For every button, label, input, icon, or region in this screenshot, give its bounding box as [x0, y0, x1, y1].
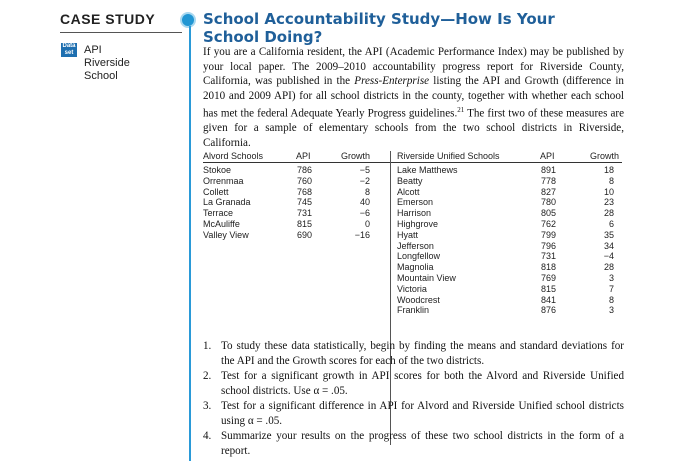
question-item — [203, 369, 624, 399]
case-study-label: CASE STUDY — [60, 11, 156, 27]
footnote-marker: 21 — [457, 106, 465, 114]
table-cell: 891 — [541, 165, 557, 175]
riverside-api-column — [541, 165, 561, 316]
table-cell: 818 — [541, 262, 557, 273]
table-cell: −16 — [354, 229, 370, 240]
table-cell: 731 — [297, 208, 313, 219]
intro-text: listing the API and Growth (difference in 2010 and 2009 API) for all school districts in the county, together with whether each school has met the federal Adequate Yearly Progress guidelines. — [203, 75, 624, 120]
table-cell: Magnolia — [397, 262, 434, 273]
question-item — [203, 399, 624, 429]
table-cell: Mountain View — [397, 272, 456, 283]
question-number: 3. — [203, 400, 212, 412]
riverside-growth-column — [590, 165, 614, 316]
table-cell: La Granada — [203, 197, 251, 208]
table-cell: 0 — [364, 218, 370, 229]
table-cell: 3 — [608, 305, 614, 316]
table-cell: 760 — [297, 175, 313, 186]
table-cell: Woodcrest — [397, 294, 440, 305]
case-study-title: School Accountability Study—How Is Your School Doing? — [203, 10, 555, 46]
table-cell: Stokoe — [203, 165, 232, 175]
question-text: To study these data statistically, begin by finding the means and standard deviations for the API and the Growth scores for each of the two districts. — [221, 340, 624, 367]
side-label-line: API — [84, 44, 102, 56]
riverside-header-school: Riverside Unified Schools — [397, 151, 500, 161]
table-cell: Orrenmaa — [203, 175, 244, 186]
table-cell: 762 — [541, 218, 557, 229]
table-cell: 8 — [364, 186, 370, 197]
table-cell: 3 — [608, 272, 614, 283]
table-cell: −2 — [359, 175, 370, 186]
table-cell: Terrace — [203, 208, 234, 219]
question-text: Test for a significant growth in API scores for both the Alvord and Riverside Unified school districts. Use α = .05. — [221, 370, 624, 397]
alvord-header-school: Alvord Schools — [203, 151, 264, 161]
table-cell: 827 — [541, 186, 557, 197]
table-cell: Lake Matthews — [397, 165, 458, 175]
table-cell: McAuliffe — [203, 218, 240, 229]
data-set-label — [84, 44, 184, 83]
table-cell: 6 — [608, 218, 614, 229]
table-cell: 10 — [603, 186, 614, 197]
question-number: 1. — [203, 340, 212, 352]
table-cell: Highgrove — [397, 218, 439, 229]
table-cell: 769 — [541, 272, 557, 283]
question-number: 2. — [203, 370, 212, 382]
table-cell: 40 — [359, 197, 370, 208]
table-header-rule — [203, 162, 622, 163]
table-cell: 28 — [603, 208, 614, 219]
table-cell: Emerson — [397, 197, 434, 208]
alvord-header-growth: Growth — [341, 151, 371, 161]
table-cell: Victoria — [397, 283, 427, 294]
table-cell: −6 — [359, 208, 370, 219]
table-cell: Alcott — [397, 186, 420, 197]
table-cell: 731 — [541, 251, 557, 262]
question-item — [203, 429, 624, 459]
table-cell: 35 — [603, 229, 614, 240]
table-cell: 799 — [541, 229, 557, 240]
table-cell: Beatty — [397, 175, 423, 186]
table-cell: Harrison — [397, 208, 432, 219]
table-cell: 841 — [541, 294, 557, 305]
alvord-header-api: API — [296, 151, 311, 161]
table-cell: 690 — [297, 229, 313, 240]
table-cell: 23 — [603, 197, 614, 208]
side-label-line: School — [84, 70, 118, 82]
data-set-icon: Data set — [62, 43, 76, 56]
table-cell: Franklin — [397, 305, 430, 316]
section-divider — [189, 26, 191, 461]
table-cell: 8 — [608, 175, 614, 186]
intro-paragraph — [203, 45, 624, 150]
table-cell: 780 — [541, 197, 557, 208]
table-cell: 768 — [297, 186, 313, 197]
table-cell: 778 — [541, 175, 557, 186]
alvord-api-column — [297, 165, 317, 241]
table-cell: Valley View — [203, 229, 249, 240]
table-cell: −4 — [603, 251, 614, 262]
table-cell: 745 — [297, 197, 313, 208]
table-cell: 805 — [541, 208, 557, 219]
question-item — [203, 339, 624, 369]
riverside-header-growth: Growth — [590, 151, 620, 161]
alvord-school-column — [203, 165, 283, 241]
side-label-line: Riverside — [84, 57, 130, 69]
intro-text: If you are a California resident, the API (Academic Performance Index) may be published by your local paper. The 2009–2010 accountability progress report for Riverside County, California, was published in the — [203, 46, 624, 87]
intro-text: The first two of these measures are given for a sample of elementary schools from the two school districts in Riverside, California. — [203, 107, 624, 149]
table-cell: Hyatt — [397, 229, 419, 240]
table-cell: Jefferson — [397, 240, 434, 251]
section-dot-icon — [180, 12, 196, 28]
table-cell: 815 — [541, 283, 557, 294]
table-cell: 876 — [541, 305, 557, 316]
alvord-growth-column — [345, 165, 370, 241]
riverside-school-column — [397, 165, 507, 316]
riverside-header-api: API — [540, 151, 555, 161]
table-cell: Longfellow — [397, 251, 441, 262]
table-cell: 18 — [603, 165, 614, 175]
question-number: 4. — [203, 430, 212, 442]
table-cell: Collett — [203, 186, 229, 197]
header-rule — [60, 32, 182, 33]
table-cell: 28 — [603, 262, 614, 273]
table-cell: 796 — [541, 240, 557, 251]
table-cell: 786 — [297, 165, 313, 175]
question-text: Test for a significant difference in API for Alvord and Riverside Unified school districts using α = .05. — [221, 400, 624, 427]
question-text: Summarize your results on the progress of these two school districts in the form of a report. — [221, 430, 624, 457]
table-cell: −5 — [359, 165, 370, 175]
table-cell: 7 — [608, 283, 614, 294]
table-cell: 815 — [297, 218, 313, 229]
table-cell: 8 — [608, 294, 614, 305]
table-cell: 34 — [603, 240, 614, 251]
newspaper-name: Press-Enterprise — [354, 75, 430, 87]
